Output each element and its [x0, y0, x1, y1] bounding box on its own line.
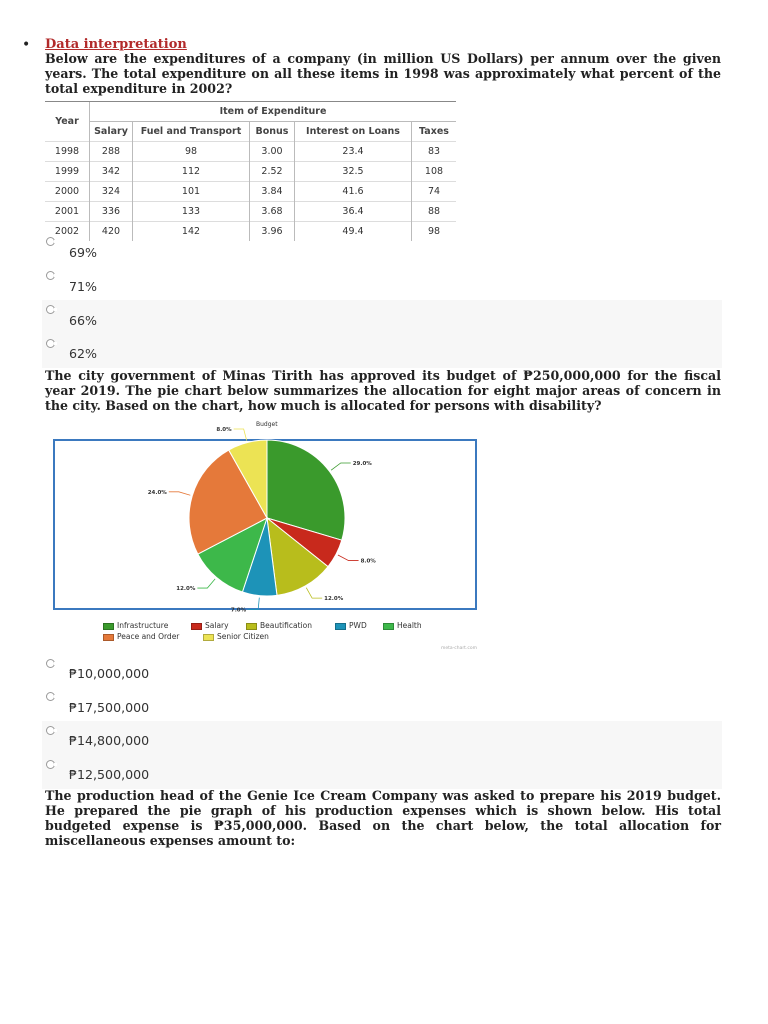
- table-cell: 2.52: [250, 162, 295, 182]
- chart-title: Budget: [256, 421, 278, 428]
- table-cell: 36.4: [295, 202, 412, 222]
- answer-option[interactable]: [42, 266, 722, 300]
- answer-option[interactable]: [42, 653, 722, 687]
- legend-swatch: [383, 623, 394, 630]
- legend-item: [335, 621, 367, 631]
- table-cell: 133: [133, 202, 250, 222]
- question-1-text: Below are the expenditures of a company (in million US Dollars) per annum over the given years. The total expenditure on all these items in 1998 was approximately what percent of the total expenditure in 2002?: [45, 51, 721, 96]
- table-cell: 3.96: [250, 222, 295, 242]
- table-cell: 108: [412, 162, 457, 182]
- legend-label: Beautification: [260, 621, 312, 630]
- table-cell: 336: [90, 202, 133, 222]
- legend-item: [246, 621, 312, 631]
- table-cell: 2002: [45, 222, 90, 242]
- table-cell: 74: [412, 182, 457, 202]
- option-label: ₱10,000,000: [69, 666, 150, 681]
- table-cell: 101: [133, 182, 250, 202]
- pie-data-label: 8.0%: [360, 558, 376, 565]
- table-row: [45, 162, 456, 182]
- question-3-text: The production head of the Genie Ice Cream Company was asked to prepare his 2019 budget. He prepared the pie graph of his production expenses which is shown below. His total budgeted expense is ₱35,000,000. Based on the chart below, the total allocation for miscellaneous expenses amount to:: [45, 788, 721, 848]
- table-cell: 49.4: [295, 222, 412, 242]
- table-col-header: Taxes: [412, 122, 457, 142]
- table-col-header: Fuel and Transport: [133, 122, 250, 142]
- legend-label: Health: [397, 621, 422, 630]
- answer-option[interactable]: [42, 300, 722, 334]
- expenditure-table: [45, 101, 456, 241]
- legend-label: Salary: [205, 621, 229, 630]
- table-cell: 1999: [45, 162, 90, 182]
- chart-watermark: meta-chart.com: [440, 646, 477, 651]
- bullet: •: [22, 37, 31, 53]
- pie-data-label: 24.0%: [147, 489, 167, 496]
- legend-item: [383, 621, 422, 631]
- table-col-header: Salary: [90, 122, 133, 142]
- table-cell: 142: [133, 222, 250, 242]
- radio-button[interactable]: [46, 339, 55, 348]
- pie-leader-line: [234, 429, 247, 441]
- table-group-header: Item of Expenditure: [90, 102, 457, 122]
- legend-label: Peace and Order: [117, 632, 180, 641]
- pie-leader-line: [306, 588, 322, 598]
- legend-label: Senior Citizen: [217, 632, 269, 641]
- pie-data-label: 7.0%: [230, 607, 247, 614]
- question-2-text: The city government of Minas Tirith has approved its budget of ₱250,000,000 for the fiscal year 2019. The pie chart below summarizes the allocation for eight major areas of concern in the city. Based on the chart, how much is allocated for persons with disability?: [45, 368, 721, 413]
- legend-swatch: [246, 623, 257, 630]
- table-cell: 112: [133, 162, 250, 182]
- table-cell: 2001: [45, 202, 90, 222]
- option-label: 69%: [69, 245, 97, 260]
- radio-button[interactable]: [46, 760, 55, 769]
- legend-swatch: [335, 623, 346, 630]
- table-col-header: Bonus: [250, 122, 295, 142]
- legend-swatch: [203, 634, 214, 641]
- radio-button[interactable]: [46, 726, 55, 735]
- option-label: 62%: [69, 346, 97, 361]
- answer-option[interactable]: [42, 687, 722, 721]
- pie-leader-line: [331, 463, 351, 470]
- legend-item: [203, 632, 269, 642]
- pie-chart: [55, 427, 475, 614]
- table-cell: 98: [412, 222, 457, 242]
- option-label: 66%: [69, 313, 97, 328]
- pie-data-label: 8.0%: [216, 427, 232, 434]
- table-row: [45, 182, 456, 202]
- answer-option[interactable]: [42, 721, 722, 755]
- table-col-header: Interest on Loans: [295, 122, 412, 142]
- pie-data-label: 12.0%: [324, 596, 344, 603]
- legend-item: [103, 632, 179, 642]
- table-row: [45, 202, 456, 222]
- pie-data-label: 12.0%: [176, 586, 196, 593]
- table-cell: 288: [90, 142, 133, 162]
- legend-item: [191, 621, 229, 631]
- legend-item: [103, 621, 168, 631]
- answer-option[interactable]: [42, 755, 722, 789]
- table-year-header: Year: [45, 102, 90, 142]
- answer-option[interactable]: [42, 334, 722, 368]
- table-cell: 83: [412, 142, 457, 162]
- option-label: 71%: [69, 279, 97, 294]
- legend-swatch: [191, 623, 202, 630]
- table-cell: 3.00: [250, 142, 295, 162]
- table-cell: 420: [90, 222, 133, 242]
- pie-leader-line: [338, 555, 359, 561]
- option-label: ₱17,500,000: [69, 700, 150, 715]
- table-cell: 2000: [45, 182, 90, 202]
- radio-button[interactable]: [46, 659, 55, 668]
- section-title[interactable]: Data interpretation: [45, 37, 187, 52]
- legend-label: Infrastructure: [117, 621, 169, 630]
- legend-label: PWD: [349, 621, 367, 630]
- pie-leader-line: [169, 492, 191, 495]
- table-cell: 324: [90, 182, 133, 202]
- pie-chart-figure: [50, 421, 482, 655]
- legend-swatch: [103, 623, 114, 630]
- table-cell: 23.4: [295, 142, 412, 162]
- table-cell: 342: [90, 162, 133, 182]
- radio-button[interactable]: [46, 692, 55, 701]
- table-cell: 88: [412, 202, 457, 222]
- chart-frame: [53, 427, 477, 614]
- table-row: [45, 142, 456, 162]
- table-cell: 32.5: [295, 162, 412, 182]
- table-cell: 1998: [45, 142, 90, 162]
- option-label: ₱14,800,000: [69, 733, 150, 748]
- legend-swatch: [103, 634, 114, 641]
- table-cell: 3.84: [250, 182, 295, 202]
- table-cell: 3.68: [250, 202, 295, 222]
- table-cell: 41.6: [295, 182, 412, 202]
- option-label: ₱12,500,000: [69, 767, 150, 782]
- radio-button[interactable]: [46, 237, 55, 246]
- radio-button[interactable]: [46, 271, 55, 280]
- pie-leader-line: [197, 579, 215, 588]
- radio-button[interactable]: [46, 305, 55, 314]
- pie-leader-line: [248, 598, 259, 610]
- answer-option[interactable]: [42, 232, 722, 266]
- pie-data-label: 29.0%: [352, 460, 372, 467]
- table-cell: 98: [133, 142, 250, 162]
